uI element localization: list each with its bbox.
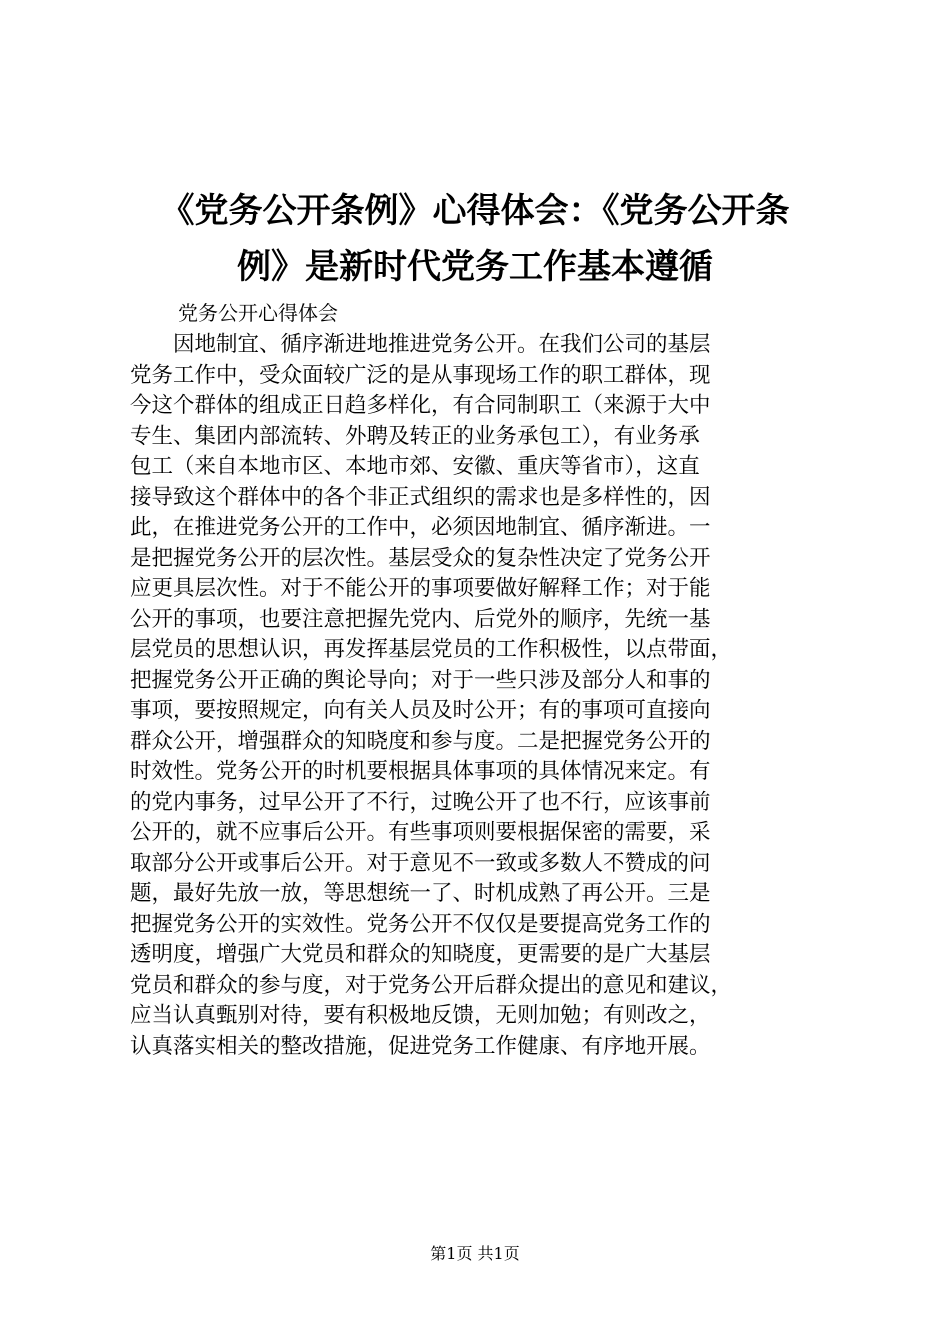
body-line: 包工（来自本地市区、本地市郊、安徽、重庆等省市），这直 [130,454,700,479]
title-line-1: 《党务公开条例》心得体会：《党务公开条 [160,191,790,231]
body-line: 群众公开，增强群众的知晓度和参与度。二是把握党务公开的 [130,728,711,754]
body-line: 的党内事务，过早公开了不行，过晚公开了也不行，应该事前 [130,789,711,815]
body-line: 接导致这个群体中的各个非正式组织的需求也是多样性的，因 [130,484,711,510]
body-line: 公开的，就不应事后公开。有些事项则要根据保密的需要，采 [130,820,711,845]
body-line: 层党员的思想认识，再发挥基层党员的工作积极性，以点带面， [130,637,733,662]
body-line: 党务工作中，受众面较广泛的是从事现场工作的职工群体，现 [130,362,711,388]
body-line: 专生、集团内部流转、外聘及转正的业务承包工），有业务承 [130,423,700,449]
body-paragraph [130,330,830,1062]
document-subtitle: 党务公开心得体会 [178,301,338,325]
body-line: 把握党务公开正确的舆论导向；对于一些只涉及部分人和事的 [130,667,711,693]
body-line: 把握党务公开的实效性。党务公开不仅仅是要提高党务工作的 [130,911,711,937]
body-line: 此，在推进党务公开的工作中，必须因地制宜、循序渐进。一 [130,515,711,540]
body-line: 透明度，增强广大党员和群众的知晓度，更需要的是广大基层 [130,942,711,967]
body-line: 党员和群众的参与度，对于党务公开后群众提出的意见和建议， [130,972,733,998]
body-line: 应当认真甄别对待，要有积极地反馈，无则加勉；有则改之， [130,1003,711,1028]
body-line: 公开的事项，也要注意把握先党内、后党外的顺序，先统一基 [130,606,711,632]
body-line: 因地制宜、循序渐进地推进党务公开。在我们公司的基层 [130,332,711,357]
title-line-2: 例》是新时代党务工作基本遵循 [237,247,713,287]
body-line: 时效性。党务公开的时机要根据具体事项的具体情况来定。有 [130,759,711,784]
body-line: 应更具层次性。对于不能公开的事项要做好解释工作；对于能 [130,576,711,601]
body-line: 题，最好先放一放，等思想统一了、时机成熟了再公开。三是 [130,881,711,906]
body-line: 今这个群体的组成正日趋多样化，有合同制职工（来源于大中 [130,393,711,418]
page-title [120,183,830,295]
body-line: 是把握党务公开的层次性。基层受众的复杂性决定了党务公开 [130,545,711,571]
body-line: 认真落实相关的整改措施，促进党务工作健康、有序地开展。 [130,1033,711,1059]
body-line: 取部分公开或事后公开。对于意见不一致或多数人不赞成的问 [130,850,711,876]
body-line: 事项，要按照规定，向有关人员及时公开；有的事项可直接向 [130,698,711,723]
page-number-footer: 第1页 共1页 [430,1244,520,1263]
